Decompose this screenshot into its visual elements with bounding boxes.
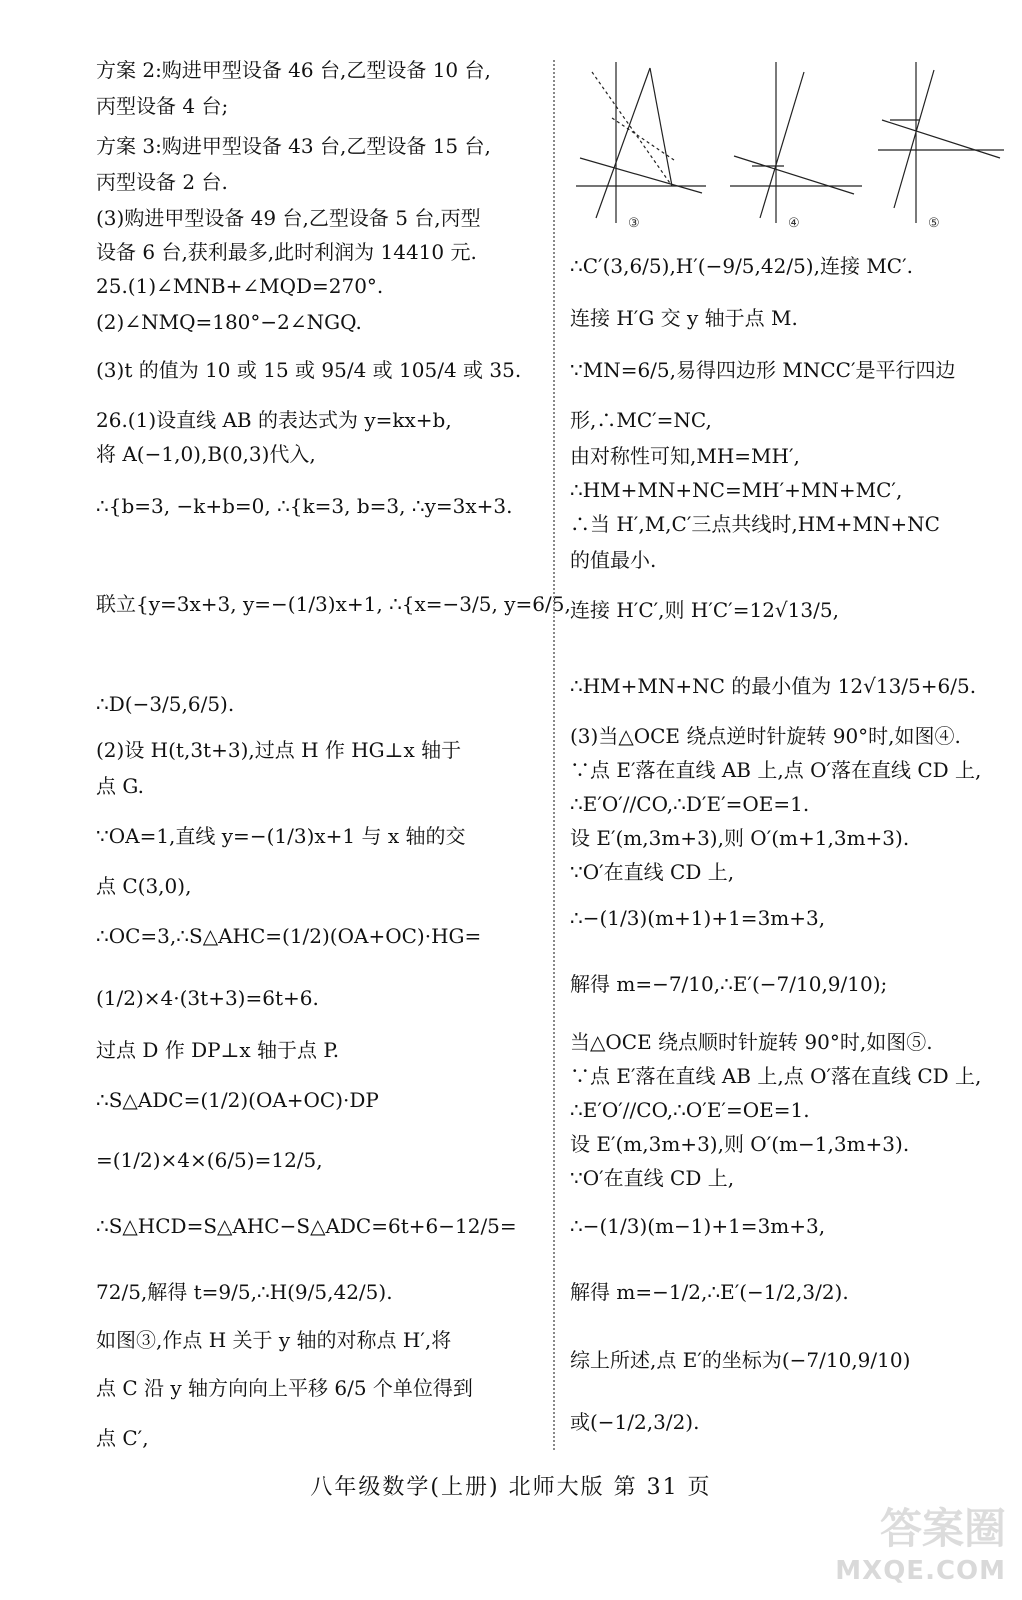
text-line: 点 C(3,0), — [96, 874, 192, 898]
text-line: 25.(1)∠MNB+∠MQD=270°. — [96, 274, 384, 298]
figures-row — [572, 58, 1012, 238]
text-line: 设 E′(m,3m+3),则 O′(m−1,3m+3). — [570, 1132, 910, 1156]
text-line: ∵点 E′落在直线 AB 上,点 O′落在直线 CD 上, — [570, 1064, 982, 1088]
text-line: (1/2)×4·(3t+3)=6t+6. — [96, 986, 319, 1010]
figure-caption: ③ — [628, 216, 640, 231]
text-line: ∵O′在直线 CD 上, — [570, 1166, 735, 1190]
text-line: 当△OCE 绕点顺时针旋转 90°时,如图⑤. — [570, 1030, 933, 1054]
text-line: 连接 H′C′,则 H′C′=12√13/5, — [570, 598, 839, 622]
text-line: ∴OC=3,∴S△AHC=(1/2)(OA+OC)·HG= — [96, 924, 482, 948]
text-line: 26.(1)设直线 AB 的表达式为 y=kx+b, — [96, 408, 452, 432]
text-line: ∴D(−3/5,6/5). — [96, 692, 235, 716]
watermark-logo: 答案圈 — [879, 1504, 1006, 1553]
text-line: 设 E′(m,3m+3),则 O′(m+1,3m+3). — [570, 826, 910, 850]
text-line: ∴E′O′//CO,∴O′E′=OE=1. — [570, 1098, 810, 1122]
text-line: 方案 3:购进甲型设备 43 台,乙型设备 15 台, — [96, 134, 491, 158]
text-line: ∵MN=6/5,易得四边形 MNCC′是平行四边 — [570, 358, 956, 382]
text-line: (3)当△OCE 绕点逆时针旋转 90°时,如图④. — [570, 724, 961, 748]
page-footer: 八年级数学(上册) 北师大版 第 31 页 — [310, 1475, 712, 1500]
text-line: ∴E′O′//CO,∴D′E′=OE=1. — [570, 792, 810, 816]
text-line: 解得 m=−7/10,∴E′(−7/10,9/10); — [570, 972, 888, 996]
text-line: 如图③,作点 H 关于 y 轴的对称点 H′,将 — [96, 1328, 452, 1352]
text-line: ∴HM+MN+NC 的最小值为 12√13/5+6/5. — [570, 674, 977, 698]
text-line: ∴HM+MN+NC=MH′+MN+MC′, — [570, 478, 903, 502]
watermark-url: MXQE.COM — [835, 1556, 1006, 1586]
text-line: 的值最小. — [570, 548, 657, 572]
text-line: ∴{b=3, −k+b=0, ∴{k=3, b=3, ∴y=3x+3. — [96, 494, 513, 518]
text-line: 丙型设备 2 台. — [96, 170, 228, 194]
coordinate-figures — [572, 58, 1012, 238]
text-line: 方案 2:购进甲型设备 46 台,乙型设备 10 台, — [96, 58, 491, 82]
text-line: 形,∴MC′=NC, — [570, 408, 712, 432]
watermark — [835, 1496, 1006, 1586]
text-line: ∵O′在直线 CD 上, — [570, 860, 735, 884]
text-line: ∵点 E′落在直线 AB 上,点 O′落在直线 CD 上, — [570, 758, 982, 782]
text-line: 由对称性可知,MH=MH′, — [570, 444, 800, 468]
text-line: =(1/2)×4×(6/5)=12/5, — [96, 1148, 323, 1172]
text-line: ∴−(1/3)(m+1)+1=3m+3, — [570, 906, 826, 930]
text-line: (2)∠NMQ=180°−2∠NGQ. — [96, 310, 362, 334]
text-line: 丙型设备 4 台; — [96, 94, 229, 118]
text-line: ∵OA=1,直线 y=−(1/3)x+1 与 x 轴的交 — [96, 824, 466, 848]
text-line: 将 A(−1,0),B(0,3)代入, — [96, 442, 316, 466]
text-line: ∴当 H′,M,C′三点共线时,HM+MN+NC — [570, 512, 940, 536]
text-line: ∴S△ADC=(1/2)(OA+OC)·DP — [96, 1088, 379, 1112]
figure-caption: ⑤ — [928, 216, 940, 231]
text-line: 72/5,解得 t=9/5,∴H(9/5,42/5). — [96, 1280, 393, 1304]
text-line: 解得 m=−1/2,∴E′(−1/2,3/2). — [570, 1280, 849, 1304]
text-line: 或(−1/2,3/2). — [570, 1410, 700, 1434]
text-line: 点 C′, — [96, 1426, 149, 1450]
text-line: ∴−(1/3)(m−1)+1=3m+3, — [570, 1214, 826, 1238]
figure-caption: ④ — [788, 216, 800, 231]
text-line: 过点 D 作 DP⊥x 轴于点 P. — [96, 1038, 340, 1062]
text-line: 综上所述,点 E′的坐标为(−7/10,9/10) — [570, 1348, 911, 1372]
text-line: (3)购进甲型设备 49 台,乙型设备 5 台,丙型 — [96, 206, 481, 230]
text-line: 设备 6 台,获利最多,此时利润为 14410 元. — [96, 240, 477, 264]
text-line: ∴C′(3,6/5),H′(−9/5,42/5),连接 MC′. — [570, 254, 913, 278]
text-line: 联立{y=3x+3, y=−(1/3)x+1, ∴{x=−3/5, y=6/5, — [96, 592, 571, 616]
text-line: ∴S△HCD=S△AHC−S△ADC=6t+6−12/5= — [96, 1214, 517, 1238]
text-line: 点 G. — [96, 774, 144, 798]
text-line: 连接 H′G 交 y 轴于点 M. — [570, 306, 798, 330]
text-line: 点 C 沿 y 轴方向向上平移 6/5 个单位得到 — [96, 1376, 473, 1400]
text-line: (2)设 H(t,3t+3),过点 H 作 HG⊥x 轴于 — [96, 738, 462, 762]
text-line: (3)t 的值为 10 或 15 或 95/4 或 105/4 或 35. — [96, 358, 522, 382]
column-divider — [553, 60, 555, 1450]
